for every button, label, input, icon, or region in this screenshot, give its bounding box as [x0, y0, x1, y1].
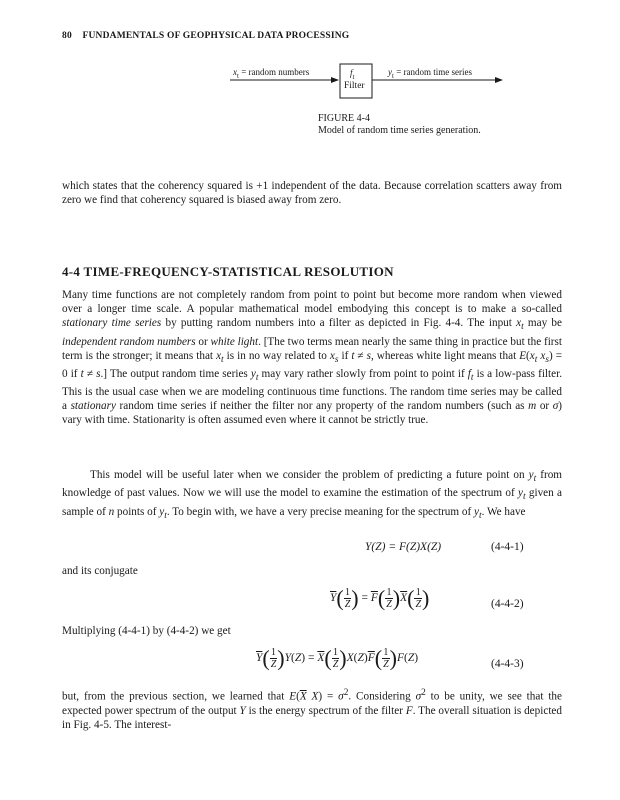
equation-4-4-2: $\overline{Y}$( $\frac{1}{Z}$ ) = $\overline{F}$( $\frac{1}{Z}$ )$\overline{X}$( $\frac{1}{Z}$ ) [330, 585, 430, 611]
paragraph-2-text: Many time functions are not completely random from point to point but become more random when viewed over a longer time scale. A popular mathematical model embodying this concept is to make a so-called stationary time series by putting random numbers into a filter as depicted in Fig. 4-4. The input $x_t$ may be independent random numbers or white light. [The two terms mean nearly the same thing in practice but the first term is the stronger; it means that $x_t$ is in no way related to $x_s$ if t ≠ s, whereas white light means that $E(x_t$ $x_s) = 0$ if t ≠ s.] The output random time series $y_t$ may vary rather slowly from point to point if $f_t$ is a low-pass filter. This is the usual case when we are modeling continuous time functions. The random time series may be called a stationary random time series if neither the filter nor any property of the random numbers (such as m or σ) vary with time. Stationarity is often assumed even where it cannot be strictly true. [62, 289, 563, 427]
output-label: $y_t$ = random time series [388, 67, 473, 80]
conjugate-text: and its conjugate [62, 565, 138, 577]
running-title: FUNDAMENTALS OF GEOPHYSICAL DATA PROCESSING [82, 31, 350, 41]
paragraph-1-text: which states that the coherency squared is +1 independent of the data. Because correlation scatters away from zero we find that coherency squared is biased away from zero. [62, 180, 562, 207]
paragraph-3 [62, 468, 562, 523]
input-label: $x_t$ = random numbers [233, 67, 310, 80]
section-heading: 4-4 TIME-FREQUENCY-STATISTICAL RESOLUTION [62, 264, 394, 279]
paragraph-4-text: but, from the previous section, we learned that $E(\overline{X}$ $X) = \sigma^2$. Considering $\sigma^2$ to be unity, we see that the expected power spectrum of the output Y is the energy spectrum of the filter F. The overall situation is depicted in Fig. 4-5. The interest- [62, 688, 562, 731]
equation-4-4-3: $\overline{Y}$( $\frac{1}{Z}$ )$Y(Z) = \overline{X}$( $\frac{1}{Z}$ )$X(Z)\overline{F}$( $\frac{1}{Z}$ )F(Z) [256, 645, 419, 671]
multiplying-text: Multiplying (4-4-1) by (4-4-2) we get [62, 625, 231, 637]
equation-number-3: (4-4-3) [491, 658, 524, 670]
paragraph-4 [62, 686, 562, 732]
equation-number-2: (4-4-2) [491, 598, 524, 610]
equation-4-4-1: Y(Z) = F(Z)X(Z) [365, 541, 442, 553]
equation-number-1: (4-4-1) [491, 541, 524, 553]
paragraph-2 [62, 288, 562, 428]
figure-caption [318, 113, 481, 137]
paragraph-3-text: This model will be useful later when we consider the problem of predicting a future point on $y_t$ from knowledge of past values. Now we will use the model to examine the estimation of the spectrum of $y_t$ given a sample of n points of $y_t$. To begin with, we have a very precise meaning for the spectrum of $y_t$. We have [62, 469, 563, 521]
caption-text: Model of random time series generation. [318, 125, 481, 136]
page-number: 80 [62, 31, 72, 41]
figure-4-4 [200, 60, 510, 110]
paragraph-1 [62, 179, 562, 207]
caption-number: FIGURE 4-4 [318, 113, 370, 124]
filter-label: Filter [344, 81, 365, 91]
filter-symbol: $f_t$ [350, 68, 355, 81]
running-head [62, 31, 349, 41]
